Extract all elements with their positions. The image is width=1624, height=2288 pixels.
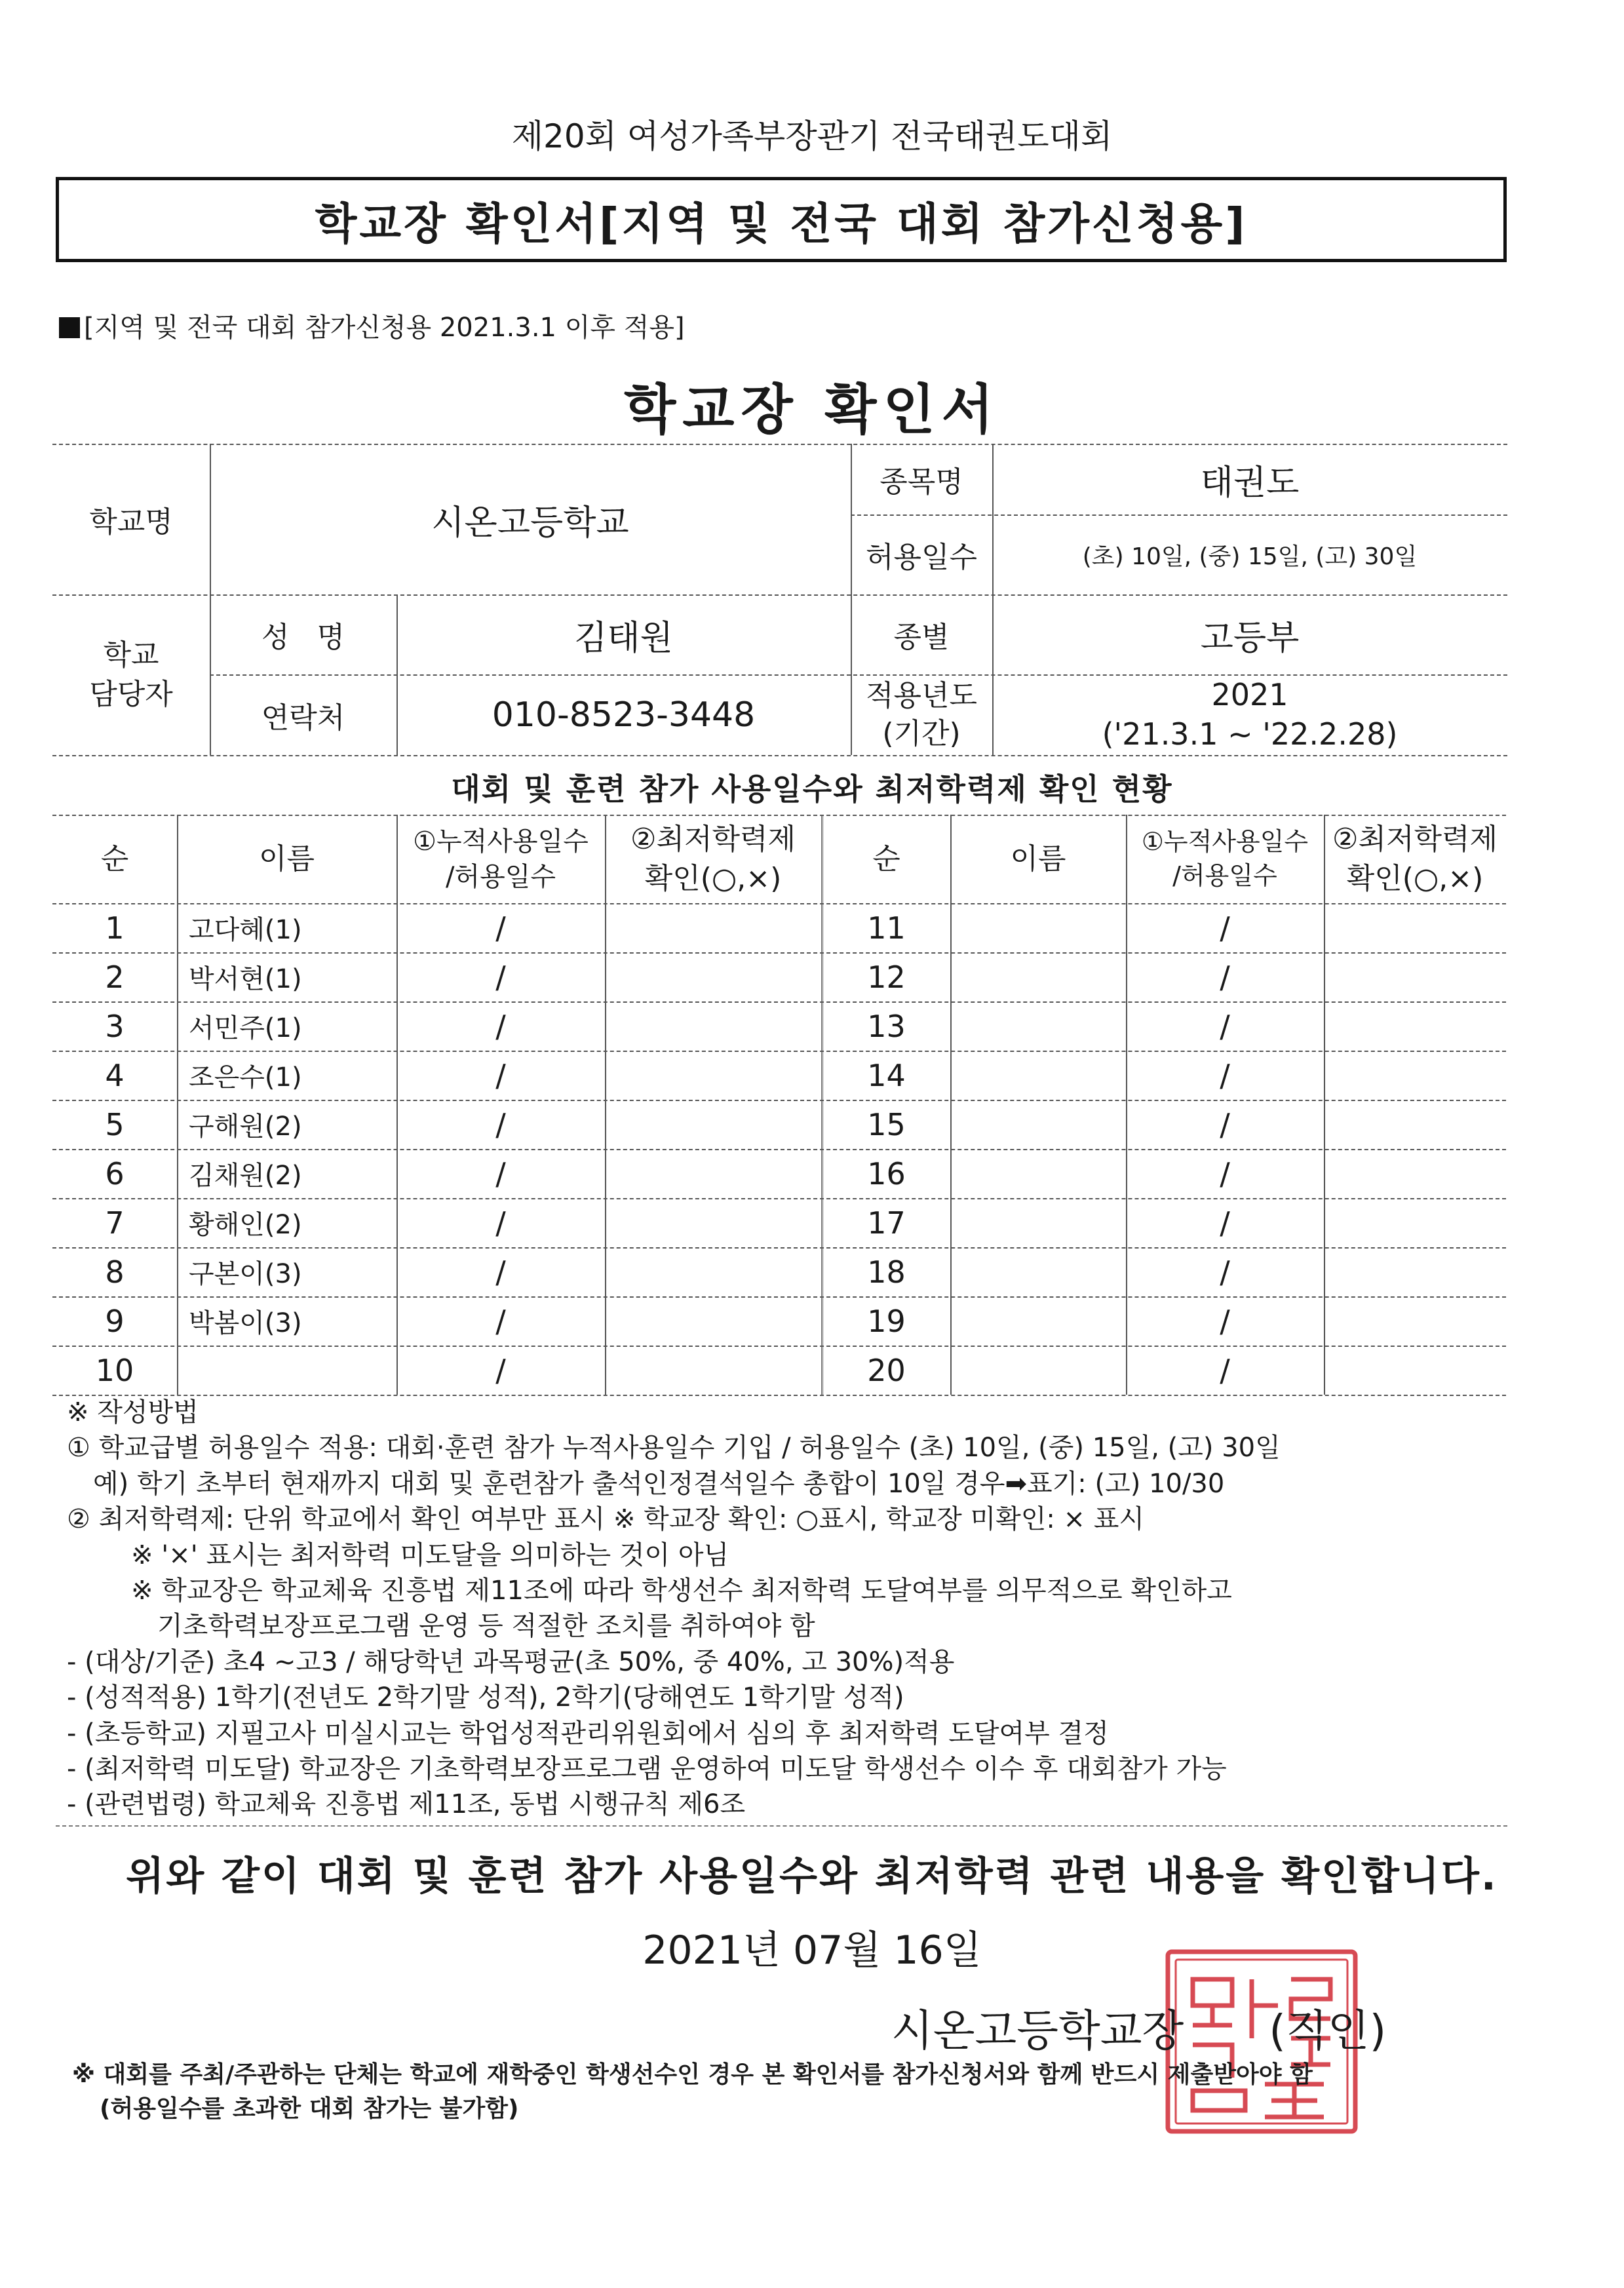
roster-right-academic-check — [1324, 1198, 1506, 1247]
roster-right-name — [950, 952, 1126, 1001]
note-1: ① 학교급별 허용일수 적용: 대회·훈련 참가 누적사용일수 기입 / 허용일수 (초) 10일, (중) 15일, (고) 30일 — [67, 1433, 1281, 1464]
manager-label — [52, 594, 210, 755]
header-academic-left — [605, 815, 821, 903]
event-title: 제20회 여성가족부장관기 전국태권도대회 — [511, 117, 1113, 155]
year-label-line2: (기간) — [882, 716, 961, 750]
header-days-line1: ①누적사용일수 — [413, 826, 589, 857]
roster-right-name — [950, 1296, 1126, 1346]
roster-left-number: 6 — [105, 1155, 125, 1192]
confirmation-statement: 위와 같이 대회 및 훈련 참가 사용일수와 최저학력 관련 내용을 확인합니다. — [126, 1853, 1498, 1899]
roster-right-name — [950, 1149, 1126, 1198]
notes-heading: ※ 작성방법 — [67, 1397, 199, 1427]
main-title: 학교장 확인서[지역 및 전국 대회 참가신청용] — [315, 198, 1248, 249]
roster-right-number: 14 — [867, 1057, 906, 1093]
header-academic-line1: ②최저학력제 — [630, 823, 796, 857]
header-order-left: 순 — [100, 842, 129, 876]
roster-left-days: / — [495, 1254, 506, 1290]
roster-right-number: 20 — [867, 1352, 906, 1388]
roster-right-number: 12 — [867, 959, 906, 995]
roster-right-academic-check — [1324, 1346, 1506, 1395]
roster-left-academic-check — [605, 1149, 821, 1198]
division-value: 고등부 — [1200, 618, 1300, 658]
footnote-line2: (허용일수를 초과한 대회 참가는 불가함) — [100, 2095, 519, 2123]
roster-table — [52, 815, 1506, 1396]
roster-left-days: / — [495, 1057, 506, 1093]
header-academic-line2: 확인(○,×) — [1346, 861, 1484, 895]
roster-left-number: 2 — [105, 959, 125, 995]
detail-5: - (관련법령) 학교체육 진흥법 제11조, 동법 시행규칙 제6조 — [67, 1789, 746, 1820]
roster-left-name — [177, 1346, 396, 1395]
roster-left-name: 박서현(1) — [189, 964, 302, 994]
roster-left-days: / — [495, 1008, 506, 1044]
footnote — [72, 2058, 1313, 2126]
allowed-days-value: (초) 10일, (중) 15일, (고) 30일 — [1082, 543, 1418, 570]
roster-right-academic-check — [1324, 1100, 1506, 1149]
header-days-right — [1126, 815, 1324, 903]
seal-note: (직인) — [1269, 2006, 1387, 2056]
roster-left-days: / — [495, 1155, 506, 1192]
header-academic-line1: ②최저학력제 — [1332, 823, 1498, 857]
note-2-b: ※ 학교장은 학교체육 진흥법 제11조에 따라 학생선수 최저학력 도달여부를 의무적으로 확인하고 — [131, 1575, 1232, 1606]
roster-left-academic-check — [605, 1001, 821, 1051]
header-days-line1: ①누적사용일수 — [1141, 827, 1309, 857]
year-label — [851, 674, 992, 755]
manager-name-label: 성 명 — [261, 621, 345, 654]
header-days-left — [396, 815, 605, 903]
roster-right-days: / — [1220, 1155, 1230, 1192]
roster-right-days: / — [1220, 959, 1230, 995]
roster-left-name: 고다혜(1) — [189, 915, 302, 945]
roster-left-academic-check — [605, 952, 821, 1001]
contact-value: 010-8523-3448 — [492, 695, 756, 735]
roster-right-name — [950, 1051, 1126, 1100]
roster-right-academic-check — [1324, 952, 1506, 1001]
applicability-text: [지역 및 전국 대회 참가신청용 2021.3.1 이후 적용] — [84, 313, 685, 343]
roster-right-days: / — [1220, 1106, 1230, 1142]
header-name-left: 이름 — [258, 842, 315, 876]
roster-left-days: / — [495, 1303, 506, 1339]
roster-right-number: 11 — [867, 910, 906, 946]
manager-name-value: 김태원 — [574, 618, 673, 658]
roster-left-name: 김채원(2) — [189, 1161, 302, 1191]
info-table — [52, 444, 1507, 760]
roster-left-name: 박봄이(3) — [189, 1308, 302, 1338]
manager-label-line1: 학교 — [103, 638, 159, 672]
detail-1: - (대상/기준) 초4 ~고3 / 해당학년 과목평균(초 50%, 중 40%, 고 30%)적용 — [67, 1646, 955, 1677]
manager-label-line2: 담당자 — [89, 677, 173, 711]
header-days-line2: /허용일수 — [1172, 861, 1277, 890]
roster-left-academic-check — [605, 1100, 821, 1149]
row-divider — [52, 815, 1506, 816]
roster-left-academic-check — [605, 1346, 821, 1395]
school-name-value: 시온고등학교 — [431, 503, 629, 543]
footnote-line1: ※ 대회를 주최/주관하는 단체는 학교에 재학중인 학생선수인 경우 본 확인서를 참가신청서와 함께 반드시 제출받아야 함 — [72, 2061, 1313, 2088]
roster-right-academic-check — [1324, 1001, 1506, 1051]
contact-label: 연락처 — [261, 701, 345, 735]
issue-date: 2021년 07월 16일 — [642, 1928, 982, 1973]
detail-3: - (초등학교) 지필고사 미실시교는 학업성적관리위원회에서 심의 후 최저학력 도달여부 결정 — [67, 1718, 1109, 1749]
roster-left-name: 서민주(1) — [189, 1013, 302, 1043]
header-days-line2: /허용일수 — [445, 861, 556, 892]
roster-right-days: / — [1220, 1352, 1230, 1388]
roster-right-name — [950, 1001, 1126, 1051]
roster-right-days: / — [1220, 1008, 1230, 1044]
roster-left-academic-check — [605, 903, 821, 952]
roster-right-days: / — [1220, 1254, 1230, 1290]
main-title-box — [56, 177, 1507, 262]
year-label-line1: 적용년도 — [865, 679, 977, 713]
roster-right-number: 18 — [867, 1254, 906, 1290]
divider — [56, 1825, 1507, 1827]
roster-right-academic-check — [1324, 1296, 1506, 1346]
roster-right-days: / — [1220, 1303, 1230, 1339]
detail-2: - (성적적용) 1학기(전년도 2학기말 성적), 2학기(당해연도 1학기말 성적) — [67, 1682, 904, 1713]
division-label: 종별 — [893, 621, 950, 654]
roster-left-days: / — [495, 959, 506, 995]
year-value — [992, 674, 1507, 755]
roster-right-academic-check — [1324, 1247, 1506, 1296]
header-name-right: 이름 — [1010, 842, 1066, 876]
year-value-period: ('21.3.1 ~ '22.2.28) — [1102, 716, 1398, 752]
roster-left-name: 구본이(3) — [189, 1259, 302, 1289]
roster-left-name: 조은수(1) — [189, 1062, 302, 1093]
allowed-days-label: 허용일수 — [865, 541, 977, 574]
school-name-label: 학교명 — [89, 505, 173, 539]
roster-left-name: 구해원(2) — [189, 1112, 302, 1142]
roster-left-number: 4 — [105, 1057, 125, 1093]
header-order-right: 순 — [872, 842, 900, 876]
roster-right-name — [950, 1100, 1126, 1149]
roster-left-days: / — [495, 1352, 506, 1388]
header-academic-right — [1324, 815, 1506, 903]
roster-left-days: / — [495, 910, 506, 946]
roster-right-days: / — [1220, 910, 1230, 946]
roster-left-number: 9 — [105, 1303, 125, 1339]
roster-right-number: 16 — [867, 1155, 906, 1192]
roster-right-name — [950, 903, 1126, 952]
roster-right-academic-check — [1324, 1051, 1506, 1100]
document-title: 학교장 확인서 — [624, 379, 1000, 441]
sport-value: 태권도 — [1200, 463, 1300, 503]
section-title: 대회 및 훈련 참가 사용일수와 최저학력제 확인 현황 — [451, 771, 1173, 807]
detail-4: - (최저학력 미도달) 학교장은 기초학력보장프로그램 운영하여 미도달 학생선수 이수 후 대회참가 가능 — [67, 1753, 1227, 1784]
signer-line — [891, 1996, 1386, 2058]
roster-left-number: 8 — [105, 1254, 125, 1290]
black-square-icon — [59, 317, 80, 338]
note-2-a: ※ '×' 표시는 최저학력 미도달을 의미하는 것이 아님 — [131, 1540, 729, 1570]
roster-right-number: 13 — [867, 1008, 906, 1044]
signer-name: 시온고등학교장 — [891, 2006, 1184, 2056]
note-2: ② 최저학력제: 단위 학교에서 확인 여부만 표시 ※ 학교장 확인: ○표시, 학교장 미확인: × 표시 — [67, 1504, 1145, 1535]
roster-left-academic-check — [605, 1051, 821, 1100]
roster-left-academic-check — [605, 1296, 821, 1346]
roster-right-academic-check — [1324, 1149, 1506, 1198]
roster-left-number: 3 — [105, 1008, 125, 1044]
roster-right-days: / — [1220, 1057, 1230, 1093]
header-academic-line2: 확인(○,×) — [644, 861, 782, 895]
roster-left-number: 1 — [105, 910, 125, 946]
roster-left-number: 5 — [105, 1106, 125, 1142]
applicability-note — [59, 307, 685, 344]
roster-left-academic-check — [605, 1198, 821, 1247]
roster-right-number: 15 — [867, 1106, 906, 1142]
year-value-year: 2021 — [1211, 676, 1288, 712]
roster-right-name — [950, 1346, 1126, 1395]
roster-left-name: 황해인(2) — [189, 1210, 302, 1240]
roster-right-name — [950, 1247, 1126, 1296]
note-2-c: 기초학력보장프로그램 운영 등 적절한 조치를 취하여야 함 — [157, 1611, 815, 1642]
roster-left-number: 10 — [95, 1352, 134, 1388]
instructions — [52, 1395, 1520, 1823]
roster-left-days: / — [495, 1205, 506, 1241]
roster-right-academic-check — [1324, 903, 1506, 952]
roster-left-days: / — [495, 1106, 506, 1142]
roster-right-days: / — [1220, 1205, 1230, 1241]
sport-label: 종목명 — [880, 465, 963, 499]
roster-left-number: 7 — [105, 1205, 125, 1241]
roster-left-academic-check — [605, 1247, 821, 1296]
note-1-example: 예) 학기 초부터 현재까지 대회 및 훈련참가 출석인정결석일수 총합이 10일 경우➡표기: (고) 10/30 — [93, 1468, 1225, 1499]
roster-right-name — [950, 1198, 1126, 1247]
roster-right-number: 17 — [867, 1205, 906, 1241]
roster-right-number: 19 — [867, 1303, 906, 1339]
